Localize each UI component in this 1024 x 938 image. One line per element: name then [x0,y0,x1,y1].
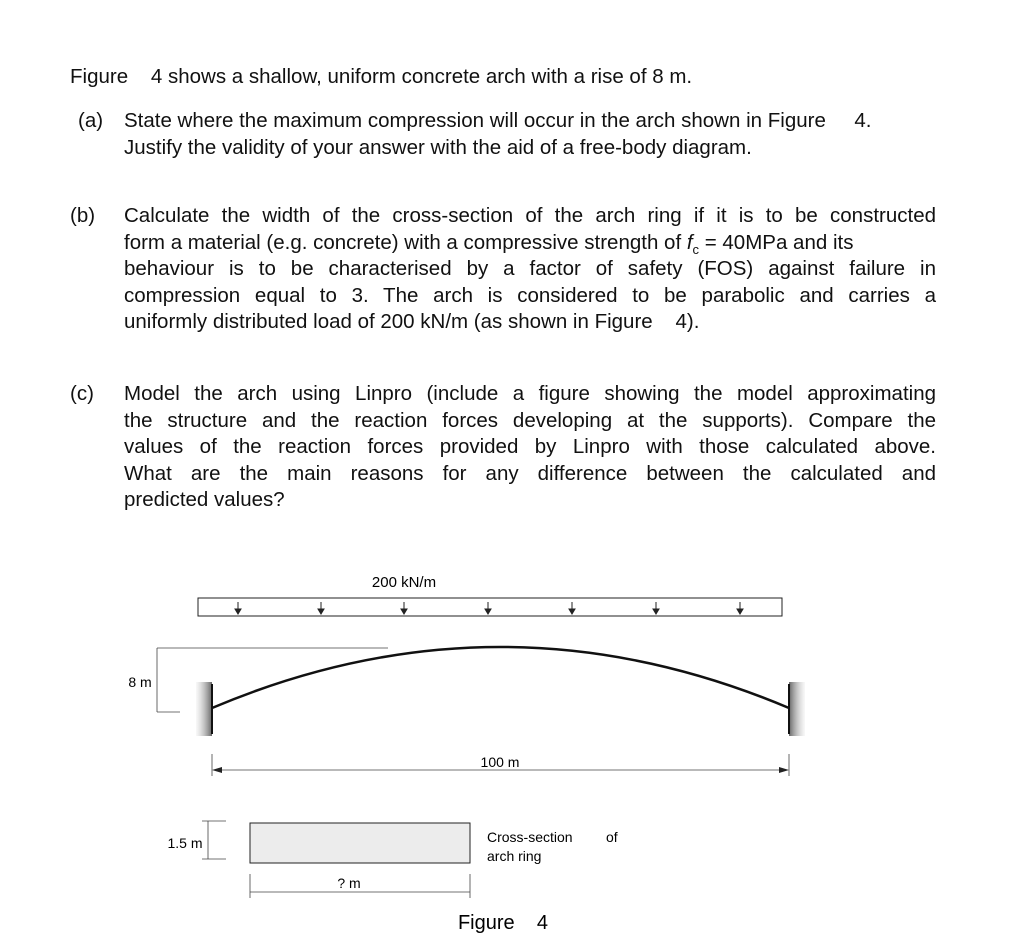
question-c-line-3: values of the reaction forces provided by Linpro with those calculated above. [124,435,936,458]
arch-figure [0,560,1024,938]
question-b-line-5: uniformly distributed load of 200 kN/m (as shown in Figure 4). [124,310,700,333]
question-c-label: (c) [70,382,94,405]
question-b-line-3: behaviour is to be characterised by a factor of safety (FOS) against failure in [124,257,936,280]
load-arrowhead [235,609,241,614]
cross-section-label-of: of [606,829,618,845]
depth-label: 1.5 m [167,835,203,851]
span-left-arrowhead [212,767,222,773]
fc-symbol: f [686,230,693,254]
figure-caption: Figure 4 [457,912,549,934]
load-arrowhead [485,609,491,614]
question-c-line-2: the structure and the reaction forces developing at the supports). Compare the [124,408,936,432]
load-arrows [235,602,743,614]
span-right-arrowhead [779,767,789,773]
load-arrowhead [653,609,659,614]
question-b-line-2 [124,230,936,257]
arch-curve [212,647,789,708]
cross-section-label-1: Cross-section [487,829,573,845]
fc-tail: = 40MPa and its [699,230,854,254]
question-a-body [124,108,936,161]
question-c-line-5: predicted values? [124,488,285,511]
question-b-line-2-text: form a material (e.g. concrete) with a compressive strength of [124,230,682,254]
fc-subscript: c [692,241,700,257]
question-b-body [124,203,936,336]
question-b-line-4: compression equal to 3. The arch is considered to be parabolic and carries a [124,283,936,307]
cross-section-label-2: arch ring [487,848,542,864]
load-arrowhead [318,609,324,614]
load-arrowhead [737,609,743,614]
load-arrowhead [401,609,407,614]
load-label: 200 kN/m [371,574,437,591]
question-a-label: (a) [78,109,104,132]
question-b-line-1: Calculate the width of the cross-section of the arch ring if it is to be constructed [124,204,936,227]
right-support [789,682,805,736]
width-label: ? m [337,875,361,891]
left-support [196,682,212,736]
cross-section-rect [250,823,470,863]
question-a-line-2: Justify the validity of your answer with the aid of a free-body diagram. [124,135,752,159]
question-c-line-1: Model the arch using Linpro (include a figure showing the model approximating [124,382,936,405]
question-b-label: (b) [70,204,96,227]
span-label: 100 m [480,754,520,770]
question-c-body [124,381,936,514]
question-c-line-4: What are the main reasons for any difference between the calculated and [124,461,936,485]
load-arrowhead [569,609,575,614]
rise-label: 8 m [128,674,152,690]
load-bar [198,598,782,616]
intro-text: Figure 4 shows a shallow, uniform concrete arch with a rise of 8 m. [70,65,693,88]
question-a-line-1: State where the maximum compression will occur in the arch shown in Figure 4. [124,109,872,132]
